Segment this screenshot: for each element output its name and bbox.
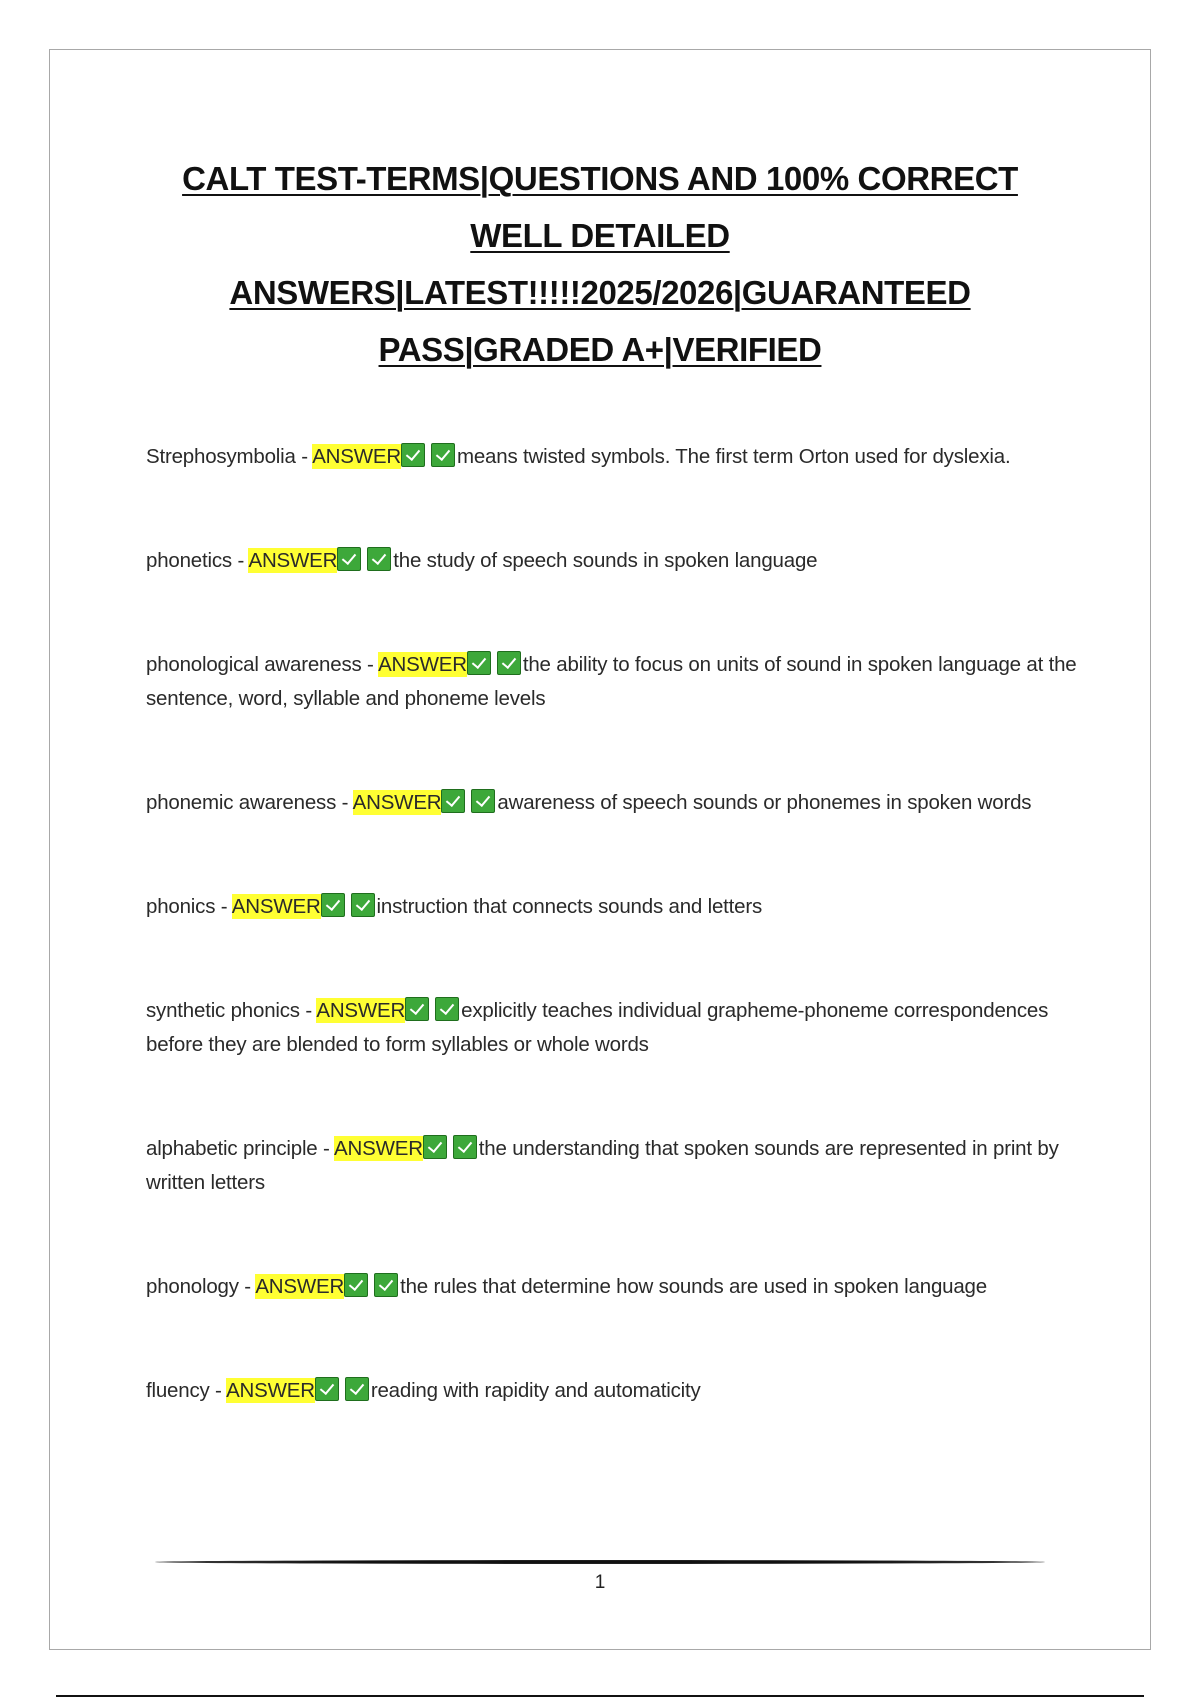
check-mark-icon bbox=[405, 997, 429, 1021]
term: phonemic awareness bbox=[146, 791, 337, 814]
term-entry bbox=[146, 994, 1106, 1062]
definition: the ability to focus on units of sound in spoken language at the sentence, word, syllable and phoneme levels bbox=[146, 653, 1077, 710]
title-line: CALT TEST-TERMS|QUESTIONS AND 100% CORRECT bbox=[182, 160, 1018, 197]
check-mark-icon bbox=[401, 443, 425, 467]
definition: reading with rapidity and automaticity bbox=[370, 1379, 701, 1402]
definition: explicitly teaches individual grapheme-phoneme correspondences before they are blended to form syllables or whole words bbox=[146, 999, 1049, 1056]
separator: - bbox=[317, 1137, 335, 1160]
definition: the understanding that spoken sounds are represented in print by written letters bbox=[146, 1137, 1059, 1194]
separator: - bbox=[209, 1379, 227, 1402]
term-entry bbox=[146, 648, 1106, 716]
separator: - bbox=[238, 1275, 256, 1298]
answer-label: ANSWER bbox=[248, 549, 338, 572]
check-mark-icon bbox=[351, 893, 375, 917]
check-mark-icon bbox=[441, 789, 465, 813]
answer-label: ANSWER bbox=[334, 1137, 423, 1160]
check-mark-icon bbox=[315, 1377, 339, 1401]
answer-label: ANSWER bbox=[312, 445, 401, 468]
term: phonology bbox=[146, 1275, 239, 1298]
answer-label: ANSWER bbox=[255, 1275, 345, 1298]
term-entry bbox=[146, 544, 1106, 578]
definition: the study of speech sounds in spoken language bbox=[393, 549, 818, 572]
separator: - bbox=[336, 791, 353, 814]
term: fluency bbox=[146, 1379, 210, 1402]
document-page bbox=[49, 49, 1151, 1650]
answer-label: ANSWER bbox=[226, 1379, 315, 1402]
check-mark-icon bbox=[337, 547, 361, 571]
term-entry bbox=[146, 786, 1106, 820]
term-entry bbox=[146, 1374, 1106, 1408]
check-mark-icon bbox=[345, 1377, 369, 1401]
check-mark-icon bbox=[435, 997, 459, 1021]
term: Strephosymbolia bbox=[146, 445, 296, 468]
page-bottom-rule bbox=[56, 1695, 1144, 1697]
term: phonological awareness bbox=[146, 653, 362, 676]
check-mark-icon bbox=[423, 1135, 447, 1159]
check-mark-icon bbox=[344, 1273, 368, 1297]
answer-label: ANSWER bbox=[231, 895, 321, 918]
title-line: WELL DETAILED bbox=[470, 217, 730, 254]
separator: - bbox=[231, 549, 249, 572]
title-line: ANSWERS|LATEST!!!!!2025/2026|GUARANTEED bbox=[229, 274, 971, 311]
separator: - bbox=[299, 999, 317, 1022]
definition: means twisted symbols. The first term Orton used for dyslexia. bbox=[456, 445, 1011, 468]
title-line: PASS|GRADED A+|VERIFIED bbox=[378, 331, 822, 368]
term-entry bbox=[146, 440, 1106, 474]
check-mark-icon bbox=[453, 1135, 477, 1159]
document-title bbox=[110, 150, 1090, 378]
term-list bbox=[146, 440, 1106, 1408]
check-mark-icon bbox=[321, 893, 345, 917]
term-entry bbox=[146, 1132, 1106, 1200]
term: phonetics bbox=[146, 549, 232, 572]
definition: instruction that connects sounds and letters bbox=[376, 895, 763, 918]
answer-label: ANSWER bbox=[352, 791, 442, 814]
separator: - bbox=[295, 445, 313, 468]
check-mark-icon bbox=[497, 651, 521, 675]
answer-label: ANSWER bbox=[378, 653, 467, 676]
separator: - bbox=[215, 895, 232, 918]
definition: the rules that determine how sounds are used in spoken language bbox=[400, 1275, 987, 1298]
check-mark-icon bbox=[374, 1273, 398, 1297]
check-mark-icon bbox=[471, 789, 495, 813]
separator: - bbox=[361, 653, 379, 676]
term: phonics bbox=[146, 895, 216, 918]
term: alphabetic principle bbox=[146, 1137, 318, 1160]
check-mark-icon bbox=[467, 651, 491, 675]
footer-divider bbox=[155, 1560, 1045, 1564]
answer-label: ANSWER bbox=[316, 999, 406, 1022]
page-number: 1 bbox=[594, 1572, 606, 1593]
term: synthetic phonics bbox=[146, 999, 300, 1022]
definition: awareness of speech sounds or phonemes in spoken words bbox=[497, 791, 1032, 814]
term-entry bbox=[146, 1270, 1106, 1304]
check-mark-icon bbox=[367, 547, 391, 571]
check-mark-icon bbox=[431, 443, 455, 467]
term-entry bbox=[146, 890, 1106, 924]
